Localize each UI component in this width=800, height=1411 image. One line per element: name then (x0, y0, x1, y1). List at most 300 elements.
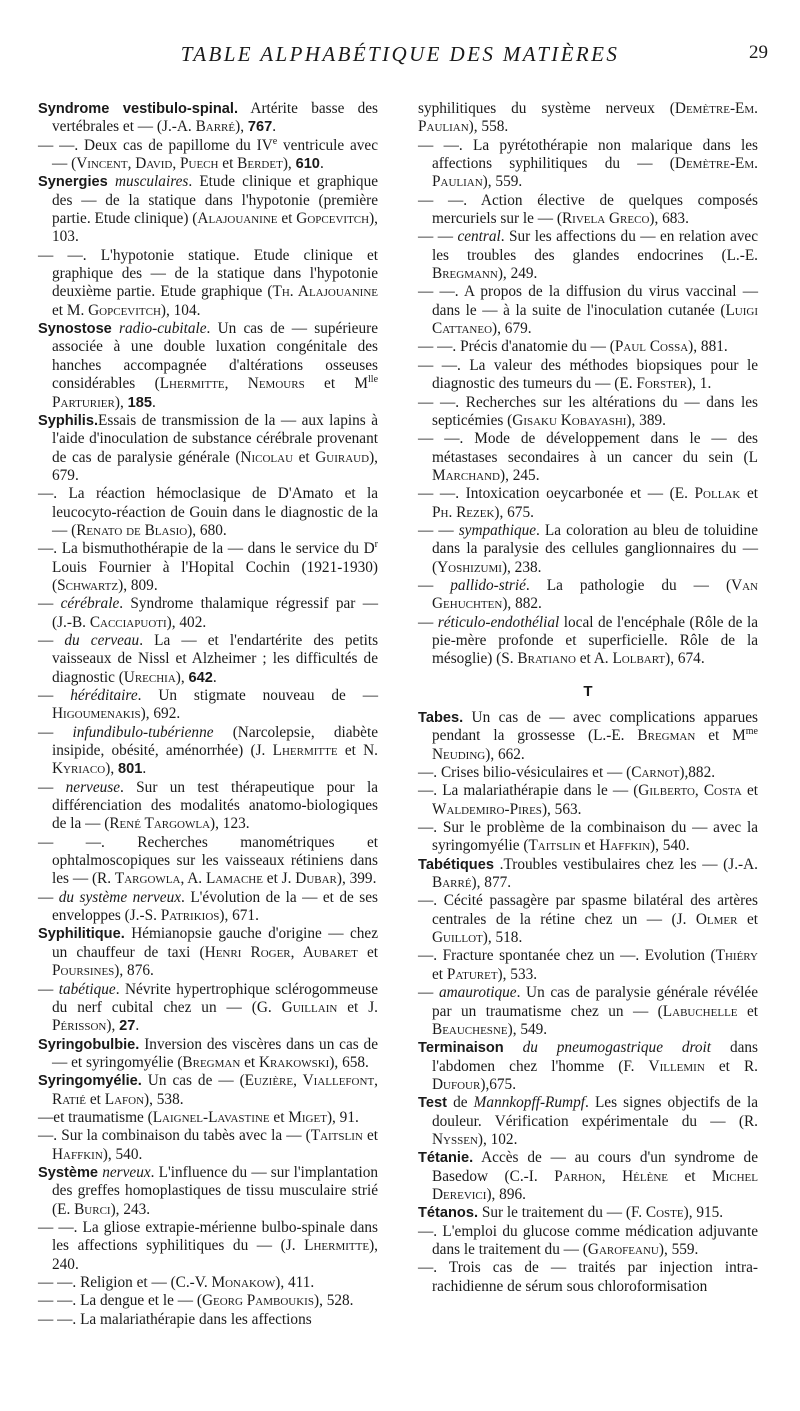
entry-text: ), 104. (160, 301, 201, 319)
entry-author: Gisaku Kobayashi (512, 411, 627, 429)
entry-text: ), 658. (329, 1053, 369, 1071)
entry-superscript: e (272, 135, 278, 147)
entry-author: Targowla (114, 870, 181, 888)
entry-subheading: musculaires (114, 173, 189, 191)
entry-text: — (38, 595, 61, 613)
entry-subheading: du pneumogastrique droit (522, 1039, 712, 1057)
entry-text: — —. Mode de développement dans le — des métastases secondaires à un cancer du sein (L (418, 430, 758, 466)
entry-text: —. Trois cas de — traités par injection intra-rachidienne de sérum sous chloroformisation (418, 1259, 758, 1295)
entry-headword: Tétanos. (418, 1205, 479, 1222)
entry-text: ), 662. (485, 745, 525, 763)
entry-text: ), 915. (683, 1204, 724, 1222)
entry-page-bold: 610 (295, 156, 320, 173)
entry-author: Haffkin (599, 837, 651, 855)
entry-text: ), (235, 118, 248, 136)
index-entry (418, 1094, 758, 1149)
entry-text: et R. (704, 1057, 759, 1075)
entry-text: et (737, 910, 758, 928)
entry-text: ), 91. (326, 1108, 359, 1126)
index-entry (418, 782, 758, 819)
entry-text: et J. (337, 998, 378, 1016)
entry-text: —. Crises bilio-vésiculaires et — ( (418, 764, 632, 782)
entry-text: et (240, 1053, 259, 1071)
entry-subheading: pallido-strié (450, 576, 526, 594)
entry-text: ), 123. (210, 815, 250, 833)
entry-text: . Un cas de paralysie générale révélée par un traumatisme chez un — ( (432, 984, 758, 1020)
index-entry (38, 687, 378, 724)
entry-text: ), 881. (688, 338, 728, 356)
index-entry (38, 889, 378, 926)
entry-text: ), 540. (650, 837, 690, 855)
entry-text: ), 563. (541, 800, 582, 818)
index-entry (38, 1127, 378, 1164)
entry-text: et (86, 1090, 105, 1108)
entry-author: René Targowla (109, 815, 211, 833)
entry-text: Un cas de — avec complications apparues pendant la grossesse (L.-E. (432, 709, 758, 745)
entry-author: Lhermitte (304, 1237, 370, 1255)
entry-author: Guiraud (315, 448, 370, 466)
entry-text: . Sur les affections du — en relation avec les troubles des glandes endocrines (L.-E. (432, 228, 758, 264)
entry-text: ), 540. (102, 1145, 143, 1163)
entry-text: ), 882. (502, 595, 542, 613)
entry-author: Demètre-Em. Paulian (432, 155, 758, 191)
entry-text: —. Sur le problème de la combinaison du — avec la syringomyélie ( (418, 819, 758, 855)
index-entry (418, 357, 758, 394)
entry-text: et N. (337, 742, 378, 760)
entry-superscript: lle (368, 374, 379, 386)
entry-text: Inversion des viscères dans un cas de — et syringomyélie ( (52, 1035, 378, 1071)
entry-text: et (293, 448, 316, 466)
entry-text: , A. (180, 870, 206, 888)
entry-text: —. Sur la combinaison du tabès avec la — ( (38, 1127, 311, 1145)
entry-text: ), 538. (144, 1090, 184, 1108)
entry-author: Olmer (695, 910, 738, 928)
entry-author: Parturier (52, 393, 115, 411)
entry-author: Van Gehuchten (432, 576, 758, 613)
running-title: TABLE ALPHABÉTIQUE DES MATIÈRES (180, 42, 620, 66)
entry-text: et J. (262, 870, 296, 888)
entry-text: — —. La valeur des méthodes biopsiques pour le diagnostic des tumeurs du — (E. (418, 356, 758, 393)
entry-author: Périsson (52, 1017, 107, 1035)
entry-text: ), 518. (482, 929, 523, 947)
entry-superscript: r (374, 539, 378, 551)
entry-subheading: cérébrale (60, 595, 120, 613)
index-entry (38, 412, 378, 485)
index-entry (418, 522, 758, 577)
entry-text: syphilitiques du système nerveux ( (418, 100, 675, 117)
entry-text: ), (175, 668, 189, 686)
entry-page-bold: 642 (188, 669, 213, 686)
entry-text: ), 683. (649, 210, 689, 228)
index-entry (38, 1311, 378, 1329)
entry-text: — —. La malariathérapie dans les affections (38, 1310, 312, 1328)
index-entry (418, 709, 758, 764)
entry-text: —. La malariathérapie dans le — ( (418, 782, 639, 800)
entry-author: Bregman (182, 1053, 241, 1071)
index-entry (418, 856, 758, 893)
entry-author: Cacciapuoti (89, 613, 167, 631)
entry-text: . La — et l'endartérite des petits vaisseaux de Nissl et Alzheimer ; les difficultés de diagnostic ( (52, 631, 379, 686)
index-entry (38, 540, 378, 595)
entry-text: ), 528. (313, 1292, 354, 1310)
index-entry (418, 1149, 758, 1204)
entry-author: Bregman (637, 727, 696, 745)
entry-text: ), 876. (114, 962, 154, 980)
entry-text: et (580, 837, 600, 855)
entry-text: (Narcolepsie, diabète insipide, obésité, aménorrhée) (J. (52, 723, 378, 760)
entry-text: ), 399. (336, 870, 377, 888)
entry-text: . (151, 393, 156, 411)
entry-author: Beauchesne (432, 1020, 508, 1038)
entry-subheading: Mannkopff-Rumpf (473, 1094, 585, 1112)
entry-text: ), 245. (500, 466, 540, 484)
entry-author: Poursines (52, 962, 115, 980)
entry-text: et (432, 965, 447, 983)
entry-author: Guillot (432, 929, 483, 947)
entry-text: et M (695, 727, 746, 745)
entry-text: — —. L'hypotonie statique. Etude clinique et graphique des — de la statique dans l'hypotonie deuxième partie. Etude graphique ( (38, 246, 378, 301)
left-column (38, 100, 378, 1329)
entry-subheading: central (457, 228, 501, 246)
entry-author: Th. Alajouanine (272, 283, 378, 301)
entry-text: . (135, 1017, 140, 1035)
entry-text: . Les signes objectifs de la douleur. Vérification expérimentale du — (R. (432, 1094, 758, 1130)
entry-headword: Syphilitique. (38, 926, 125, 943)
entry-text: — —. Recherches manométriques et ophtalmoscopiques sur les vaisseaux rétiniens dans les — (R. (38, 833, 378, 888)
entry-author: Lhermitte (272, 742, 338, 760)
entry-text: — (38, 723, 73, 741)
entry-author: Laignel-Lavastine (152, 1108, 270, 1126)
entry-author: Taitslin (310, 1127, 363, 1145)
entry-text (112, 320, 119, 337)
entry-author: Luigi Cattaneo (432, 301, 758, 338)
index-entry (418, 228, 758, 283)
right-column-entries-t (418, 709, 758, 1296)
entry-text: — (418, 576, 451, 594)
entry-text: ), 671. (219, 907, 259, 925)
entry-author: Rivela Greco (561, 210, 650, 228)
entry-author: Bratiano (517, 650, 576, 668)
entry-subheading: amaurotique (438, 984, 517, 1002)
index-entry (418, 1204, 758, 1222)
entry-text: et (740, 485, 758, 503)
entry-subheading: nerveuse (65, 778, 121, 796)
entry-text: — (38, 687, 71, 704)
entry-author: Burci (74, 1200, 111, 1218)
entry-text: . L'influence du — sur l'implantation des greffes homoplastiques de tissu musculaire strié (E. (52, 1163, 378, 1218)
entry-subheading: du système nerveux (58, 888, 182, 906)
entry-text: . La pathologie du — ( (525, 576, 732, 594)
entry-author: Henri Roger, Aubaret (204, 943, 358, 961)
entry-headword: Syringobulbie. (38, 1036, 140, 1053)
entry-author: Paul Cossa (614, 338, 689, 356)
index-entry (38, 1036, 378, 1073)
index-entry (38, 779, 378, 834)
entry-author: Dubar (295, 870, 337, 888)
entry-text: . (142, 760, 147, 778)
entry-headword: Tabes. (418, 710, 464, 726)
entry-text: . Un stigmate nouveau de — (137, 687, 378, 704)
entry-text: et (218, 155, 238, 173)
entry-author: Coste (645, 1204, 684, 1222)
entry-text: et (737, 1002, 758, 1020)
entry-author: Dufour (432, 1075, 481, 1093)
index-entry (418, 984, 758, 1039)
entry-author: Barré (195, 118, 236, 136)
index-entry (418, 192, 758, 229)
entry-text: local de l'encéphale (Rôle de la pie-mère profonde et superficielle. Rôle de la mésoglie) (S. (432, 613, 758, 668)
entry-author: Higoumenakis (52, 705, 141, 723)
index-entry (38, 1164, 378, 1219)
entry-author: Carnot (631, 764, 680, 782)
entry-text: — (38, 980, 59, 998)
index-entry (38, 595, 378, 632)
entry-author: Haffkin (52, 1145, 103, 1163)
entry-text: ), 896. (486, 1185, 526, 1203)
index-entry (418, 1223, 758, 1260)
entry-headword: Syringomyélie. (38, 1073, 142, 1090)
entry-text: et A. (575, 650, 613, 668)
entry-author: Lolbart (612, 650, 666, 668)
entry-author: Lafon (104, 1090, 145, 1108)
entry-text: Sur le traitement du — (F. (478, 1204, 646, 1222)
entry-author: Ph. Rezek (432, 503, 495, 521)
entry-text: ), 103. (52, 210, 378, 246)
entry-text: — —. Deux cas de papillome du IV (38, 136, 273, 154)
index-entry (38, 485, 378, 540)
entry-text: — —. A propos de la diffusion du virus vaccinal — dans le — à la suite de l'inoculation cutanée ( (418, 283, 758, 319)
entry-text: — —. Action élective de quelques composés mercuriels sur le — ( (418, 191, 758, 228)
entry-author: Waldemiro-Pires (432, 800, 542, 818)
index-entry (38, 1109, 378, 1127)
entry-text: —. La réaction hémoclasique de D'Amato et la leucocyto-réaction de Gouin dans le diagnostic de la — ( (38, 485, 378, 539)
entry-text: — (38, 778, 66, 796)
entry-headword: Système (38, 1164, 99, 1181)
entry-text: ), (282, 155, 296, 173)
entry-text: ), (114, 393, 128, 411)
entry-text: et (741, 782, 758, 800)
entry-text: ), (106, 1017, 120, 1035)
entry-text: ), 402. (166, 613, 207, 631)
entry-text: — —. La dengue et le — ( (38, 1292, 202, 1310)
entry-text: et (277, 210, 297, 228)
index-entry (38, 100, 378, 137)
entry-text: ), 679. (492, 320, 532, 338)
entry-text: —. La bismuthothérapie de la — dans le service du D (38, 540, 375, 558)
entry-author: Lhermitte, Nemours (159, 375, 305, 393)
entry-text: et (362, 1127, 378, 1145)
entry-author: Gopcevitch (88, 301, 161, 319)
entry-text: et (667, 1167, 712, 1185)
entry-subheading: infundibulo-tubérienne (72, 723, 214, 741)
entry-headword: Synergies (38, 174, 108, 191)
entry-text: ), 558. (468, 118, 509, 136)
entry-text: Accès de — au cours d'un syndrome de Basedow (C.-I. (432, 1149, 758, 1185)
index-entry (418, 485, 758, 522)
entry-text: —et traumatisme ( (38, 1108, 153, 1126)
index-entry (38, 247, 378, 320)
entry-page-bold: 185 (127, 394, 152, 411)
entry-text: — — (418, 521, 459, 539)
entry-author: Michel Derevici (432, 1167, 758, 1203)
entry-author: Gopcevitch (296, 210, 370, 228)
entry-author: Forster (636, 375, 688, 393)
entry-text: ), 679. (52, 448, 378, 484)
entry-text: — (38, 631, 65, 649)
entry-text (108, 173, 115, 190)
entry-text: ), 559. (482, 173, 523, 191)
entry-text: . L'évolution de la — et de ses enveloppes (J.-S. (52, 888, 378, 925)
entry-text: — (418, 984, 439, 1002)
index-entry (418, 947, 758, 984)
entry-text: ),882. (679, 764, 716, 782)
entry-headword: Test (418, 1095, 447, 1112)
index-entry (38, 137, 378, 174)
entry-author: Barré (432, 874, 472, 892)
entry-author: Taitslin (528, 837, 581, 855)
entry-author: Vincent, David, Puech (76, 155, 219, 173)
index-entry (38, 320, 378, 412)
entry-author: Thiéry (715, 947, 758, 965)
entry-author: Schwartz (57, 576, 119, 594)
index-entry (418, 100, 758, 137)
index-entry (418, 614, 758, 669)
entry-text: ), 809. (118, 576, 158, 594)
entry-author: Nyssen (432, 1130, 478, 1148)
entry-text: —. Cécité passagère par spasme bilatéral des artères centrales de la rétine chez un — (J. (418, 892, 758, 928)
entry-text: ), 680. (187, 521, 227, 539)
entry-text: . La coloration au bleu de toluidine dans la paralysie des cellules ganglionnaires du — ( (432, 521, 758, 576)
index-entry (38, 834, 378, 889)
entry-subheading: réticulo-endothélial (437, 613, 560, 631)
index-entry (38, 925, 378, 980)
index-entry (38, 1292, 378, 1310)
entry-text: ), 674. (665, 650, 705, 668)
index-entry (418, 1039, 758, 1094)
entry-author: Monakow (211, 1274, 276, 1291)
entry-author: Urechia (123, 668, 176, 686)
entry-text: — —. La pyrétothérapie non malarique dans les affections syphilitiques du — ( (418, 136, 758, 173)
entry-text: ), 533. (497, 965, 538, 983)
entry-headword: Tabétiques (418, 856, 494, 873)
entry-text: ), 877. (471, 874, 512, 892)
entry-author: Garofeanu (587, 1240, 659, 1258)
entry-text: Hémianopsie gauche d'origine — chez un chauffeur de taxi ( (52, 925, 378, 961)
entry-author: Gilberto, Costa (638, 782, 742, 800)
entry-text: et M (304, 375, 369, 393)
index-entry (38, 632, 378, 687)
entry-author: Renato de Blasio (76, 521, 188, 539)
entry-page-bold: 767 (247, 119, 273, 136)
entry-author: Bregmann (432, 265, 498, 283)
entry-text: Artérite basse des vertébrales et — (J.-A. (52, 100, 378, 136)
entry-text: ), 549. (507, 1020, 548, 1038)
entry-subheading: tabétique (58, 980, 116, 998)
entry-text: . Un cas de — supérieure associée à une double luxation congénitale des hanches accompagnée d'altérations osseuses considérables ( (52, 320, 378, 393)
entry-text: ), 411. (275, 1274, 315, 1291)
entry-text: ), 240. (52, 1237, 378, 1273)
entry-text: — — (418, 228, 458, 246)
entry-text: ), 692. (140, 705, 181, 723)
index-entry (418, 338, 758, 356)
entry-author: Labuchelle (662, 1002, 738, 1020)
index-entry (38, 1219, 378, 1274)
entry-headword: Syphilis. (38, 412, 99, 429)
entry-author: Patrikios (160, 907, 220, 925)
entry-author: Kyriaco (52, 760, 106, 778)
running-header (0, 42, 800, 72)
index-entry (418, 892, 758, 947)
entry-author: Alajouanine (197, 210, 278, 228)
entry-text: et (269, 1108, 289, 1126)
entry-author: Demètre-Em. Paulian (418, 100, 758, 136)
entry-text: — —. Intoxication oeycarbonée et — (E. (418, 485, 695, 503)
entry-text: ), 243. (110, 1200, 151, 1218)
entry-author: Krakowski (259, 1053, 330, 1071)
entry-author: Lamache (205, 870, 263, 888)
entry-superscript: me (745, 726, 758, 738)
entry-text: et M. (52, 301, 89, 319)
entry-author: Euzière, Viallefont, Ratié (52, 1072, 378, 1108)
entry-text: ), 389. (626, 411, 666, 429)
entry-text: . Etude clinique et graphique des — de la statique dans l'hypotonie (première partie. Etude clinique) ( (52, 173, 379, 228)
index-entry (38, 724, 378, 779)
entry-text: —. Fracture spontanée chez un —. Evolution ( (418, 947, 716, 965)
entry-text: ), 102. (477, 1130, 518, 1148)
right-column-entries-s (418, 100, 758, 669)
index-entry (418, 577, 758, 614)
entry-text: — —. Recherches sur les altérations du — dans les septicémies ( (418, 393, 758, 429)
index-entry (418, 764, 758, 782)
index-entry (418, 394, 758, 431)
entry-page-bold: 801 (117, 761, 143, 778)
right-column (418, 100, 758, 1296)
entry-text: — —. La gliose extrapie-mérienne bulbo-spinale dans les affections syphilitiques du — (J. (38, 1218, 378, 1255)
index-entry (38, 1274, 378, 1292)
entry-text: ), (105, 760, 118, 778)
entry-headword: Tétanie. (418, 1150, 474, 1167)
index-entry (418, 1259, 758, 1296)
entry-author: Parhon, Hélène (554, 1167, 668, 1185)
entry-text: — (418, 613, 438, 631)
entry-text: —. L'emploi du glucose comme médication adjuvante dans le traitement du — ( (418, 1222, 758, 1258)
entry-text: ), 675. (494, 503, 534, 521)
entry-text: ), 249. (497, 265, 538, 283)
entry-text: de (446, 1094, 474, 1112)
entry-text: Louis Fournier à l'Hopital Cochin (1921-1930) ( (52, 558, 378, 594)
entry-text: et (357, 943, 378, 961)
entry-author: Neuding (432, 745, 486, 763)
section-letter-t: T (583, 682, 593, 700)
entry-author: Pollak (694, 485, 741, 503)
index-entry (38, 981, 378, 1036)
entry-text: . Sur un test thérapeutique pour la différenciation des modalités anatomo-biologiques de la — ( (52, 778, 378, 833)
entry-author: Georg Pamboukis (201, 1292, 314, 1310)
index-entry (418, 137, 758, 192)
entry-text: . (319, 155, 324, 173)
index-entry (418, 283, 758, 338)
entry-subheading: du cerveau (64, 631, 140, 649)
entry-author: Nicolau (240, 448, 294, 466)
entry-author: Berdet (237, 155, 283, 173)
entry-text: . Névrite hypertrophique sclérogommeuse du nerf cubital chez un — (G. (52, 980, 378, 1016)
index-entry (38, 173, 378, 246)
entry-text: ventricule avec — ( (52, 136, 379, 173)
entry-subheading: nerveux (102, 1163, 151, 1181)
entry-text: ),675. (480, 1075, 517, 1093)
entry-text (504, 1039, 523, 1056)
entry-page-bold: 27 (119, 1018, 136, 1035)
